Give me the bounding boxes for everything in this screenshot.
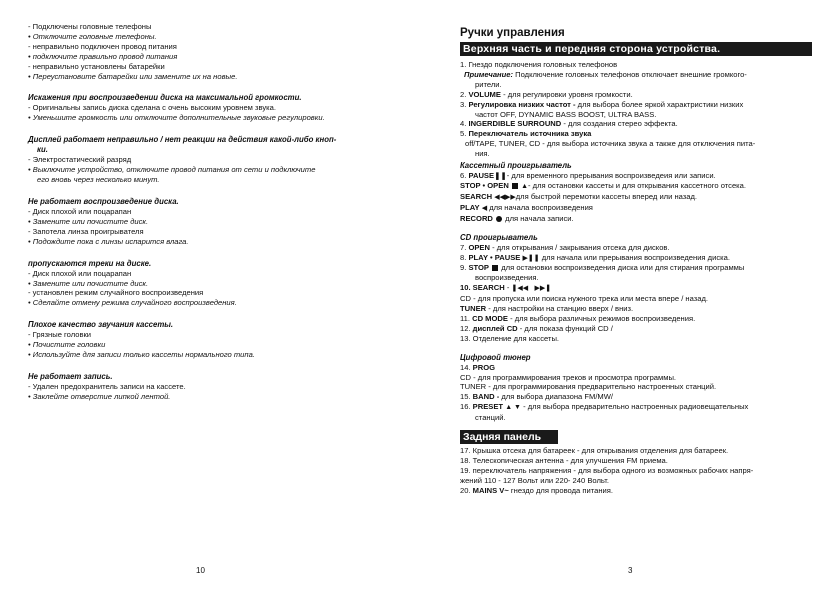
stop-icon	[492, 265, 498, 271]
eject-icon: ▲	[521, 182, 528, 190]
item-10: 10. SEARCH - ❚◀◀ ▶▶❚	[460, 283, 552, 293]
item-17: 17. Крышка отсека для батареек - для открывания отделения для батареек.	[460, 446, 729, 456]
trouble-line: • Переустановите батарейки или замените их на новые.	[28, 71, 238, 81]
trouble-line: • Почистите головки	[28, 340, 106, 350]
record-icon	[496, 216, 502, 222]
item-14-tuner: TUNER - для программирования предварительно настроенных станций.	[460, 382, 717, 392]
item-8: 8. PLAY • PAUSE ▶❚❚ для начала или прерывания воспроизведения диска.	[460, 252, 730, 262]
play-line: PLAY ◀ для начала воспроизведения	[460, 202, 593, 212]
record-line: RECORD для начала записи.	[460, 213, 574, 223]
rear-section-bar: Задняя панель	[460, 430, 558, 444]
trouble-line: - Грязные головки	[28, 330, 92, 340]
item-4: 4. INGERDIBLE SURROUND - для создания стерео эффекта.	[460, 119, 678, 129]
trouble-line: - Удален предохранитель записи на кассете.	[28, 381, 186, 391]
item-12: 12. дисплей CD - для показа функций CD /	[460, 323, 613, 333]
item-3: 3. Регулировка низких частот - для выбора более яркой характристики низких	[460, 99, 744, 109]
cassette-heading: Кассетный проигрыватель	[460, 161, 572, 171]
trouble-line: • Уменьшите громкость или отключите дополнительные звуковые регулировки.	[28, 113, 325, 123]
trouble-line: • подключите правильно провод питания	[28, 51, 178, 61]
item-19-cont: жений 110 - 127 Вольт или 220- 240 Вольт.	[460, 475, 609, 485]
left-page-number: 10	[196, 566, 205, 575]
item-5: 5. Переключатель источника звука	[460, 129, 592, 139]
item-16-cont: станций.	[475, 413, 506, 423]
item-1: 1. Гнездо подключения головных телефонов	[460, 60, 618, 69]
trouble-line: - Диск плохой или поцарапан	[28, 206, 132, 216]
play-icon: ◀	[481, 204, 488, 212]
trouble-line: - Подключены головные телефоны	[28, 22, 152, 31]
item-2: 2. VOLUME - для регулировки уровня громкости.	[460, 89, 633, 99]
skip-forward-icon: ▶▶❚	[534, 285, 552, 293]
trouble-line: • Используйте для записи только кассеты нормального типа.	[28, 350, 255, 360]
item-10-cd: CD - для пропуска или поиска нужного трека или места впере / назад.	[460, 294, 708, 304]
item-11: 11. CD MODE - для выбора различных режимов воспроизведения.	[460, 313, 696, 323]
right-page-number: 3	[628, 566, 633, 575]
item-3-cont: частот OFF, DYNAMIC BASS BOOST, ULTRA BASS.	[475, 109, 657, 119]
item-16: 16. PRESET ▲ ▼ - для выбора предварительно настроенных радиовещательных	[460, 402, 749, 412]
search-line: SEARCH ◀◀▶▶для быстрой перемотки кассеты вперед или назад.	[460, 191, 698, 201]
trouble-heading: Не работает запись.	[28, 371, 113, 381]
note-cont: рители.	[475, 79, 502, 89]
cd-heading: CD проигрыватель	[460, 232, 538, 242]
left-page	[28, 22, 388, 402]
item-13: 13. Отделение для кассеты.	[460, 333, 560, 343]
trouble-line: • Отключите головные телефоны.	[28, 31, 157, 41]
skip-back-icon: ❚◀◀	[511, 285, 529, 293]
front-section-bar: Верхняя часть и передняя сторона устройства.	[460, 42, 812, 56]
item-14-cd: CD - для программирования треков и просмотра программы.	[460, 372, 677, 382]
trouble-line: - Запотела линза проигрывателя	[28, 226, 144, 236]
trouble-heading: Искажения при воспроизведении диска на максимальной громкости.	[28, 93, 302, 103]
tuner-line: TUNER - для настройки на станцию вверх / вниз.	[460, 304, 634, 314]
trouble-line: - установлен режим случайного воспроизведения	[28, 288, 204, 298]
item-19: 19. переключатель напряжения - для выбора одного из возможных рабочих напря-	[460, 465, 754, 475]
trouble-heading: Дисплей работает неправильно / нет реакции на действия какой-либо кноп-	[28, 135, 337, 145]
trouble-line: • Выключите устройство, отключите провод питания от сети и подключите	[28, 165, 316, 175]
item-15: 15. BAND - для выбора диапазона FM/MW/	[460, 392, 614, 402]
item-14: 14. PROG	[460, 362, 496, 372]
up-down-icon: ▲ ▼	[505, 404, 521, 412]
trouble-line: - Оригинальны запись диска сделана с очень высоким уровнем звука.	[28, 103, 276, 113]
trouble-line: - Диск плохой или поцарапан	[28, 268, 132, 278]
trouble-line: • Замените или почистите диск.	[28, 278, 149, 288]
section-title: Ручки управления	[460, 27, 565, 39]
trouble-line: • Заклейте отверстие липкой лентой.	[28, 391, 171, 401]
trouble-line: - Электростатический разряд	[28, 155, 132, 165]
item-5-cont: ния.	[475, 149, 490, 159]
trouble-line: его вновь через несколько минут.	[37, 175, 160, 185]
trouble-heading: ки.	[37, 145, 48, 155]
digital-tuner-heading: Цифровой тюнер	[460, 352, 531, 362]
item-9: 9. STOP для остановки воспроизведения диска или для стирания программы	[460, 263, 745, 273]
play-pause-icon: ▶❚❚	[522, 254, 540, 262]
trouble-heading: Не работает воспроизведение диска.	[28, 196, 179, 206]
trouble-heading: пропускаются треки на диске.	[28, 258, 152, 268]
trouble-line: • Замените или почистите диск.	[28, 216, 149, 226]
item-6: 6. PAUSE❚❚- для временного прерывания воспроизведеия или записи.	[460, 171, 716, 181]
item-5-text: off/TAPE, TUNER, CD - для выбора источника звука а также для отключения пита-	[465, 139, 756, 149]
trouble-heading: Плохое качество звучания кассеты.	[28, 320, 174, 330]
trouble-line: • Сделайте отмену режима случайного воспроизведения.	[28, 298, 237, 308]
item-20: 20. MAINS V~ гнездо для провода питания.	[460, 485, 613, 495]
rewind-forward-icon: ◀◀▶▶	[494, 193, 516, 201]
stop-icon	[512, 183, 518, 189]
trouble-line: - неправильно установлены батарейки	[28, 61, 165, 71]
note-line: Примечание: Подключение головных телефонов отключает внешние громкого-	[464, 69, 747, 79]
item-7: 7. OPEN - для открывания / закрывания отсека для дисков.	[460, 242, 670, 252]
pause-icon: ❚❚	[494, 171, 507, 181]
right-page	[460, 22, 812, 496]
item-18: 18. Телескопическая антенна - для улучшения FM приема.	[460, 456, 668, 465]
trouble-line: • Подождите пока с линзы испарится влага.	[28, 236, 189, 246]
stop-open-line: STOP • OPEN ▲- для остановки кассеты и для открывания кассетного отсека.	[460, 180, 747, 190]
trouble-line: - неправильно подключен провод питания	[28, 41, 177, 51]
item-9-cont: воспроизведения.	[475, 273, 539, 283]
